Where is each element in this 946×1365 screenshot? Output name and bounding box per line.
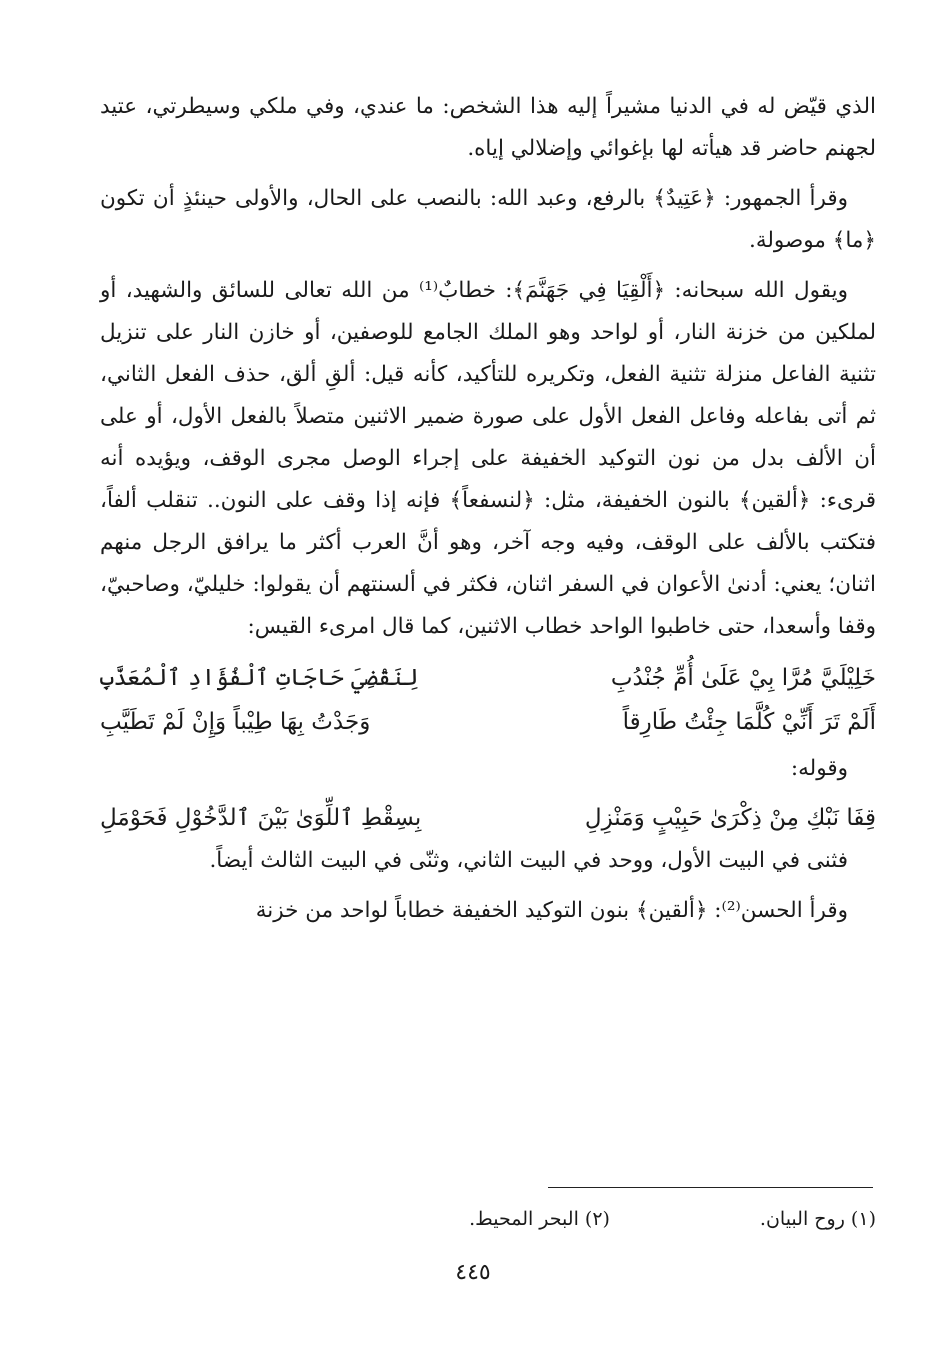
footnote-1: (١) روح البيان.	[759, 1208, 876, 1230]
paragraph-5: وقرأ الحسن⁽²⁾: ﴿ألقين﴾ بنون التوكيد الخفيفة خطاباً لواحد من خزنة	[255, 898, 848, 923]
paragraph-1: الذي قيّض له في الدنيا مشيراً إليه هذا الشخص: ما عندي، وفي ملكي وسيطرتي، عتيد لجهنم حاضر قد هيأته لها بإغوائي وإضلالي إياه.	[100, 94, 876, 161]
footnotes	[100, 1203, 876, 1235]
paragraph-3: ويقول الله سبحانه: ﴿أَلْقِيَا فِي جَهَنَّمَ﴾: خطابٌ⁽¹⁾ من الله تعالى للسائق والشهيد، أو لملكين من خزنة النار، أو لواحد وهو الملك الجامع للوصفين، أو خازن النار على تنزيل تثنية الفاعل منزلة تثنية الفعل، وتكريره للتأكيد، كأنه قيل: ألقِ ألق، حذف الفعل الثاني، ثم أتى بفاعله وفاعل الفعل الأول على صورة ضمير الاثنين متصلاً بالفعل الأول، أو على أن الألف بدل من نون التوكيد الخفيفة على إجراء الوصل مجرى الوقف، ويؤيده أنه قرىء: ﴿ألقين﴾ بالنون الخفيفة، مثل: ﴿لنسفعاً﴾ فإنه إذا وقف على النون.. تنقلب ألفاً، فتكتب بالألف على الوقف، وفيه وجه آخر، وهو أنَّ العرب أكثر ما يرافق الرجل منهم اثنان؛ يعني: أدنىٰ الأعوان في السفر اثنان، فكثر في ألسنتهم أن يقولوا: خليليّ، وصاحبيّ، وقفا وأسعدا، حتى خاطبوا الواحد خطاب الاثنين، كما قال امرىء القيس:	[100, 278, 876, 639]
page-number: ٤٤٥	[455, 1260, 491, 1285]
footnote-divider	[548, 1187, 873, 1188]
main-text	[100, 86, 876, 940]
poem-imru-alqais-2	[100, 796, 876, 840]
verse-first-hemistich: أَلَمْ تَرَ أَنِّيْ كُلَّمَا جِئْتُ طَارِقاً	[622, 709, 876, 735]
verse-second-hemistich: لِنَقْضِيَ حَاجَاتِ ٱلْفُؤَادِ ٱلْمُعَذَّبِ	[100, 665, 419, 691]
verse-first-hemistich: قِفَا نَبْكِ مِنْ ذِكْرَىٰ حَبِيْبٍ وَمَنْزِلِ	[584, 805, 876, 831]
poem-imru-alqais-1	[100, 656, 876, 744]
poem-verse	[100, 656, 876, 700]
verse-first-hemistich: خَلِيْلَيَّ مُرَّا بِيْ عَلَىٰ أُمِّ جُنْدُبِ	[610, 665, 876, 691]
poem-verse	[100, 796, 876, 840]
paragraph-2: وقرأ الجمهور: ﴿عَتِيدٌ﴾ بالرفع، وعبد الله: بالنصب على الحال، والأولى حينئذٍ أن تكون ﴿ما﴾ موصولة.	[100, 186, 876, 253]
poem-verse	[100, 700, 876, 744]
footnote-2: (٢) البحر المحيط.	[469, 1208, 610, 1230]
verse-second-hemistich: بِسِقْطِ ٱللِّوَىٰ بَيْنَ ٱلدَّخُوْلِ فَحَوْمَلِ	[100, 805, 422, 831]
paragraph-4: فثنى في البيت الأول، ووحد في البيت الثاني، وثنّى في البيت الثالث أيضاً.	[209, 848, 848, 873]
verse-second-hemistich: وَجَدْتُ بِهَا طِيْباً وَإِنْ لَمْ تَطَيَّبِ	[100, 709, 371, 735]
poem-intro: وقوله:	[790, 756, 848, 781]
